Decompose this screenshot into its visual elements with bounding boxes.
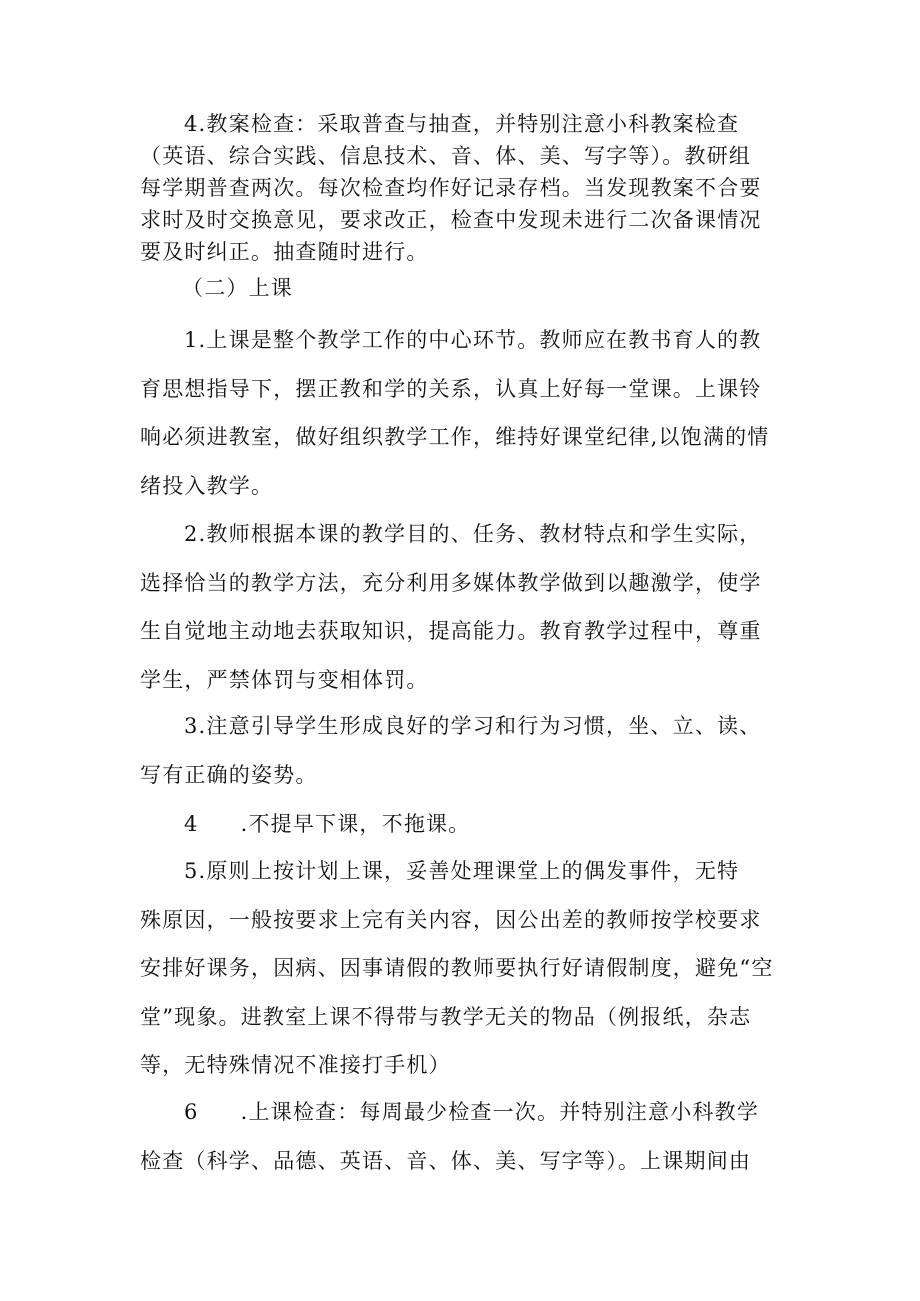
paragraph-line: 育思想指导下，摆正教和学的关系，认真上好每一堂课。上课铃: [140, 376, 762, 401]
lesson-plan-check-paragraph: [140, 108, 800, 268]
item-6-text: .上课检查：每周最少检查一次。并特别注意小科教学: [240, 1100, 760, 1124]
item-5-paragraph: [140, 847, 800, 1090]
item-4-number: 4: [184, 812, 199, 836]
paragraph-line: 要及时纠正。抽查随时进行。: [140, 240, 429, 264]
paragraph-line: 安排好课务，因病、因事请假的教师要执行好请假制度，避免“空: [140, 956, 774, 980]
paragraph-line: 检查（科学、品德、英语、音、体、美、写字等）。上课期间由: [140, 1148, 752, 1173]
item-6-paragraph: [140, 1088, 800, 1185]
paragraph-line: 学生，严禁体罚与变相体罚。: [140, 667, 429, 692]
paragraph-line: 2.教师根据本课的教学目的、任务、教材特点和学生实际，: [184, 522, 762, 546]
paragraph-line: 4.教案检查：采取普查与抽查，并特别注意小科教案检查: [184, 112, 740, 136]
item-3-paragraph: [140, 702, 800, 799]
paragraph-line: 响必须进教室，做好组织教学工作，维持好课堂纪律,以饱满的情: [140, 425, 770, 449]
paragraph-line: [140, 800, 800, 849]
paragraph-line: 求时及时交换意见，要求改正，检查中发现未进行二次备课情况: [140, 208, 762, 232]
paragraph-line: 堂”现象。进教室上课不得带与教学无关的物品（例报纸，杂志: [140, 1004, 752, 1029]
item-4-paragraph: [140, 800, 800, 849]
paragraph-line: 等，无特殊情况不准接打手机）: [140, 1053, 451, 1077]
paragraph-line: 1.上课是整个教学工作的中心环节。教师应在教书育人的教: [184, 328, 762, 352]
paragraph-line: 每学期普查两次。每次检查均作好记录存档。当发现教案不合要: [140, 176, 762, 200]
paragraph-line: 3.注意引导学生形成良好的学习和行为习惯，坐、立、读、: [184, 714, 762, 738]
paragraph-line: 殊原因，一般按要求上完有关内容，因公出差的教师按学校要求: [140, 907, 762, 932]
item-6-number: 6: [184, 1100, 199, 1124]
paragraph-line: （英语、综合实践、信息技术、音、体、美、写字等）。教研组: [140, 144, 752, 168]
paragraph-line: 生自觉地主动地去获取知识，提高能力。教育教学过程中，尊重: [140, 619, 762, 643]
item-1-paragraph: [140, 316, 800, 510]
item-4-text: .不提早下课，不拖课。: [240, 812, 471, 836]
paragraph-line: 写有正确的姿势。: [140, 762, 318, 787]
paragraph-line: 选择恰当的教学方法，充分利用多媒体教学做到以趣激学，使学: [140, 570, 762, 595]
paragraph-line: [140, 1088, 800, 1137]
item-2-paragraph: [140, 510, 800, 704]
section-heading: （二）上课: [182, 276, 293, 300]
paragraph-line: 5.原则上按计划上课，妥善处理课堂上的偶发事件，无特: [184, 859, 740, 883]
paragraph-line: 绪投入教学。: [140, 473, 274, 498]
